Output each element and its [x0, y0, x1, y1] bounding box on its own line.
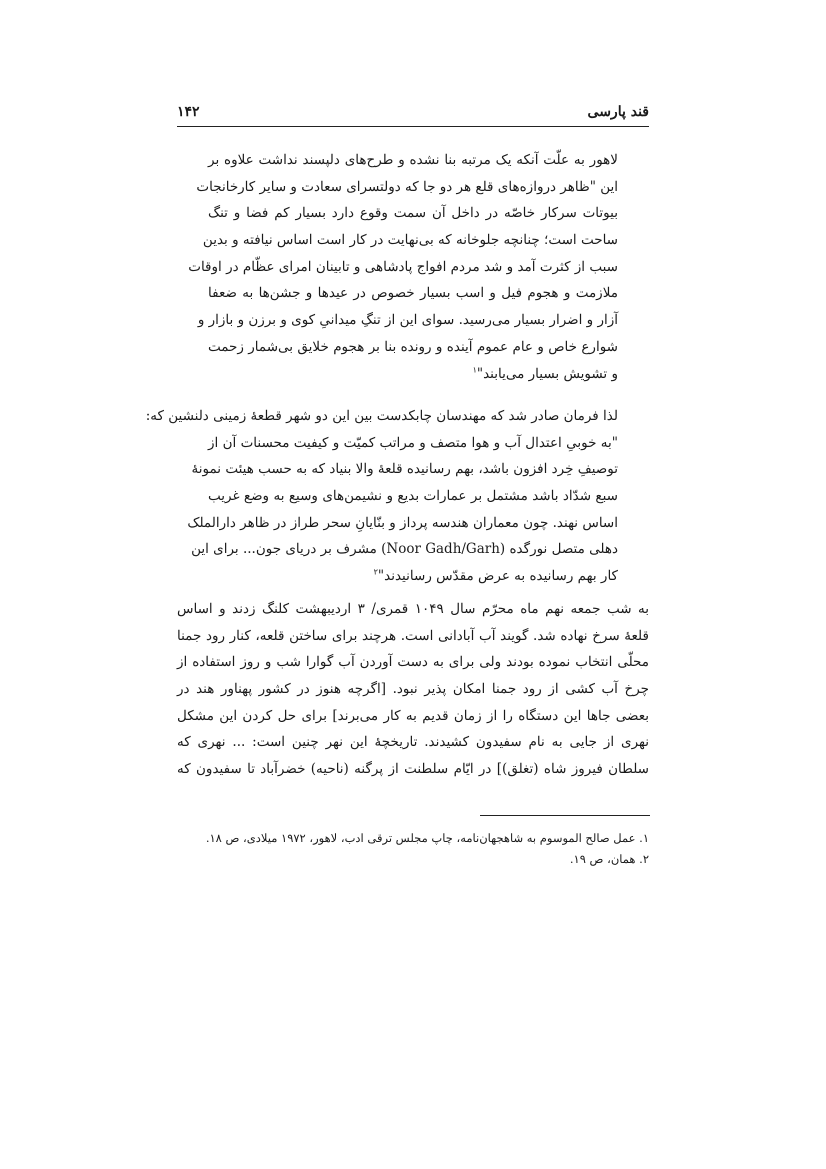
- block-quote-2: [145, 403, 618, 590]
- quote-line: "به خوبیِ اعتدال آب و هوا متصف و مراتب کمیّت و کیفیت محسنات آن از: [208, 434, 618, 451]
- quote-line: ساحت است؛ چنانچه جلوخانه که بی‌نهایت در کار است اساس نیافته و بدین: [202, 232, 618, 249]
- footnotes: [177, 828, 649, 870]
- body-line: قلعهٔ سرخ نهاده شد. گویند آب آبادانی است. هرچند برای ساختن قلعه، کنار رود جمنا: [177, 627, 649, 644]
- quote-line: سبب از کثرت آمد و شد مردم افواج پادشاهی و تابینان امرای عظّام در اوقات: [188, 258, 618, 275]
- footnote-1: ۱. عمل صالح الموسوم به شاهجهان‌نامه، چاپ مجلس ترقی ادب، لاهور، ۱۹۷۲ میلادی، ص ۱۸.: [205, 831, 649, 845]
- body-line: محلّی انتخاب نموده بودند ولی برای به دست آوردن آب گوارا شب و روز استفاده از: [177, 654, 649, 671]
- quote-line-text: و تشویش بسیار می‌یابند": [476, 365, 618, 382]
- block-quote-1: [188, 147, 618, 387]
- quote-line: لاهور به علّت آنکه یک مرتبه بنا نشده و طرح‌های دلپسند نداشت علاوه بر: [208, 152, 618, 168]
- body-paragraph: [177, 596, 649, 783]
- quote-line-last: [208, 563, 618, 590]
- quote-line: دهلی متصل نورگده (Noor Gadh/Garh) مشرف بر دریای جون... برای این: [191, 541, 618, 558]
- header-rule: [177, 126, 649, 127]
- body-line: بعضی جاها این دستگاه را از زمان قدیم به کار می‌برند] برای حل کردن این مشکل: [177, 707, 649, 724]
- footnote-2: ۲. همان، ص ۱۹.: [569, 852, 649, 866]
- body-line: نهری از جایی به نام سفیدون کشیدند. تاریخچهٔ این نهر چنین است: ... نهری که: [177, 734, 649, 751]
- quote-line: آزار و اضرار بسیار می‌رسید. سوای این از تنگِ میدانیِ کوی و برزن و بازار و: [197, 312, 618, 329]
- page-header: [177, 98, 649, 124]
- quote-line: لذا فرمان صادر شد که مهندسان چابکدست بین این دو شهر قطعهٔ زمینی دلنشین که:: [145, 408, 618, 424]
- quote-line-text: کار بهم رسانیده به عرض مقدّس رسانیدند": [377, 568, 618, 585]
- quote-line: سبع شدّاد باشد مشتمل بر عمارات بدیع و نشیمن‌های وسیع به وضع غریب: [208, 488, 618, 505]
- quote-line: این "ظاهر دروازه‌های قلع هر دو جا که دولتسرای سعادت و سایر کارخانجات: [196, 178, 618, 195]
- footnote-ref-1: ۱: [472, 365, 477, 374]
- quote-line-last: [208, 361, 618, 388]
- page-number: ۱۴۲: [177, 104, 200, 120]
- quote-line: توصیفِ خِرد افزون باشد، بهم رسانیده قلعهٔ والا بنیاد که به حسب هیئت نمونهٔ: [191, 461, 618, 478]
- quote-line: بیوتات سرکار خاصّه در داخل آن سمت وقوع دارد بسیار کم فضا و تنگ: [208, 205, 618, 222]
- footnote-rule: [480, 815, 650, 816]
- body-line: به شب جمعه نهم ماه محرّم سال ۱۰۴۹ قمری/ ۳ اردیبهشت کلنگ زدند و اساس: [177, 601, 649, 617]
- footnote-ref-2: ۲: [373, 567, 378, 577]
- quote-line: اساس نهند. چون معماران هندسه پرداز و بنّایانِ سحر طراز در ظاهر دارالملک: [187, 514, 618, 531]
- body-line: چرخ آب کشی از رود جمنا امکان پذیر نبود. [اگرچه هنوز در کشور پهناور هند در: [177, 681, 649, 698]
- quote-line: شوارع خاص و عام عموم آینده و رونده بنا بر هجوم خلایق بی‌شمار زحمت: [208, 338, 618, 355]
- quote-line: ملازمت و هجوم فیل و اسب بسیار خصوص در عیدها و جشن‌ها به ضعفا: [208, 285, 618, 302]
- body-line: سلطان فیروز شاه (تغلق)] در ایّام سلطنت از پرگنه (ناحیه) خضرآباد تا سفیدون که: [177, 761, 649, 778]
- running-title: قند پارسی: [587, 104, 649, 120]
